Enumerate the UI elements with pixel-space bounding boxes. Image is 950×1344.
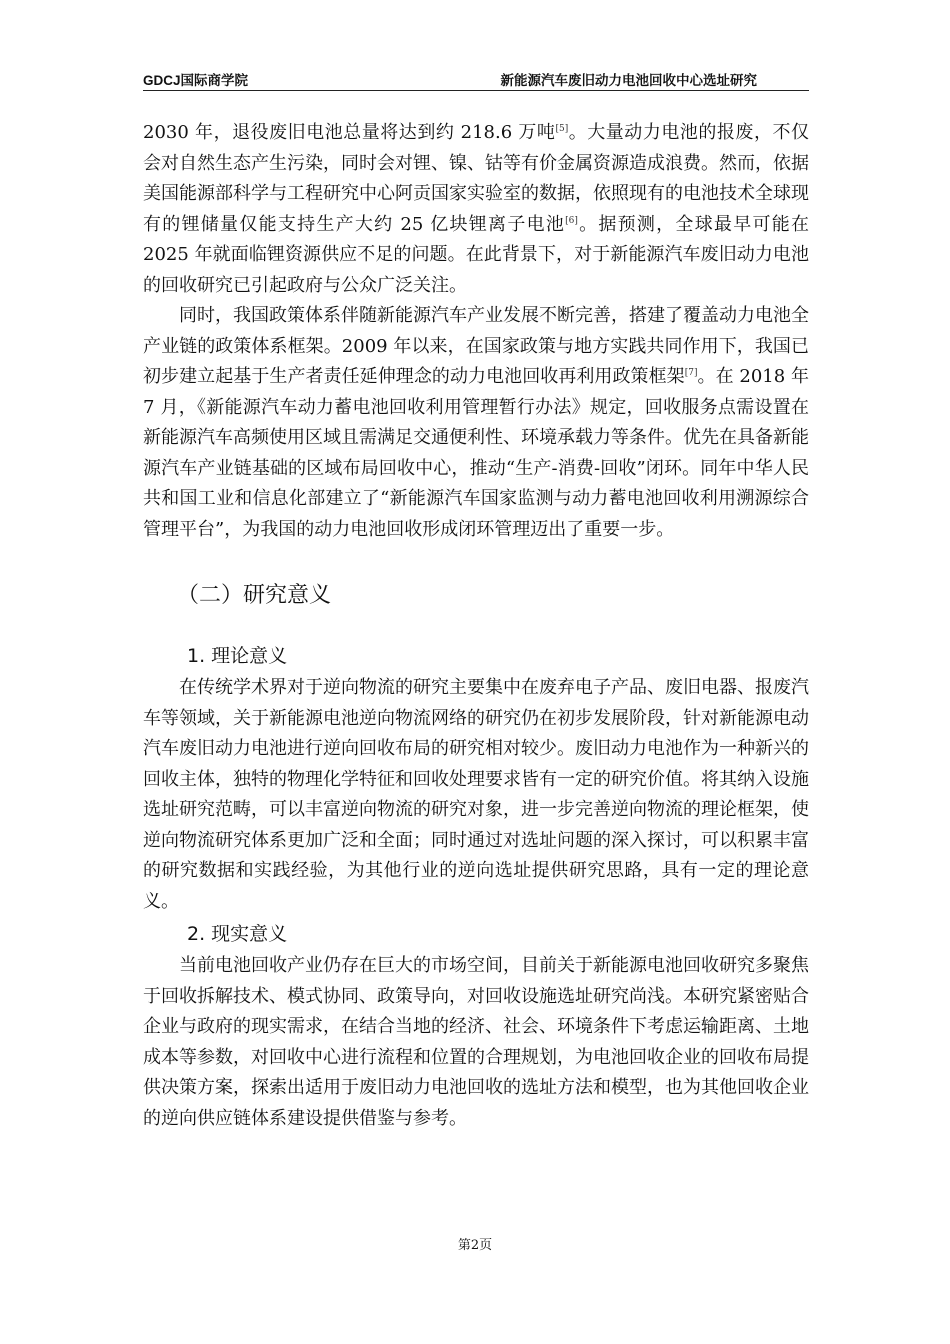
paragraph-text: 同时，我国政策体系伴随新能源汽车产业发展不断完善，搭建了覆盖动力电池全产业链的政策体系框架。2009 年以来，在国家政策与地方实践共同作用下，我国已初步建立起基于生产者责任延伸理念的动力电池回收再利用政策框架 (143, 305, 809, 387)
subsection-heading-practical: 2. 现实意义 (187, 923, 288, 945)
paragraph-theoretical-significance: 在传统学术界对于逆向物流的研究主要集中在废弃电子产品、废旧电器、报废汽车等领域，关于新能源电池逆向物流网络的研究仍在初步发展阶段，针对新能源电动汽车废旧动力电池进行逆向回收布局的研究相对较少。废旧动力电池作为一种新兴的回收主体，独特的物理化学特征和回收处理要求皆有一定的研究价值。将其纳入设施选址研究范畴，可以丰富逆向物流的研究对象，进一步完善逆向物流的理论框架，使逆向物流研究体系更加广泛和全面；同时通过对选址问题的深入探讨，可以积累丰富的研究数据和实践经验，为其他行业的逆向选址提供研究思路，具有一定的理论意义。 (143, 677, 809, 912)
paragraph-text: 2030 年，退役废旧电池总量将达到约 218.6 万吨 (143, 122, 556, 143)
page-body (143, 118, 809, 1134)
paragraph-text: 。在 2018 年 7 月，《新能源汽车动力蓄电池回收利用管理暂行办法》规定，回收服务点需设置在新能源汽车高频使用区域且需满足交通便利性、环境承载力等条件。优先在具备新能源汽车产业链基础的区域布局回收中心，推动“生产-消费-回收”闭环。同年中华人民共和国工业和信息化部建立了“新能源汽车国家监测与动力蓄电池回收利用溯源综合管理平台”，为我国的动力电池回收形成闭环管理迈出了重要一步。 (143, 366, 809, 540)
paragraph-background-1 (143, 118, 809, 301)
paragraph-background-2 (143, 301, 809, 545)
section-heading-research-significance: （二）研究意义 (177, 583, 332, 608)
citation-6: [6] (565, 215, 578, 226)
subsection-heading-theoretical: 1. 理论意义 (187, 645, 288, 667)
paragraph-text: 。据预测，全球最早可能在 2025 年就面临锂资源供应不足的问题。在此背景下，对于新能源汽车废旧动力电池的回收研究已引起政府与公众广泛关注。 (143, 213, 809, 296)
paragraph-text: 。大量动力电池的报废，不仅会对自然生态产生污染，同时会对锂、镍、钴等有价金属资源造成浪费。然而，依据美国能源部科学与工程研究中心阿贡国家实验室的数据，依照现有的电池技术全球现有的锂储量仅能支持生产大约 25 亿块锂离子电池 (143, 122, 810, 235)
page-header (143, 66, 809, 91)
header-institution: GDCJ国际商学院 (143, 73, 249, 88)
paragraph-practical-significance: 当前电池回收产业仍存在巨大的市场空间，目前关于新能源电池回收研究多聚焦于回收拆解技术、模式协同、政策导向，对回收设施选址研究尚浅。本研究紧密贴合企业与政府的现实需求，在结合当地的经济、社会、环境条件下考虑运输距离、土地成本等参数，对回收中心进行流程和位置的合理规划，为电池回收企业的回收布局提供决策方案，探索出适用于废旧动力电池回收的选址方法和模型，也为其他回收企业的逆向供应链体系建设提供借鉴与参考。 (143, 955, 809, 1129)
citation-7: [7] (684, 368, 698, 378)
page-number: 第2页 (457, 1238, 493, 1253)
header-paper-title: 新能源汽车废旧动力电池回收中心选址研究 (500, 73, 757, 88)
citation-5: [5] (555, 124, 569, 134)
